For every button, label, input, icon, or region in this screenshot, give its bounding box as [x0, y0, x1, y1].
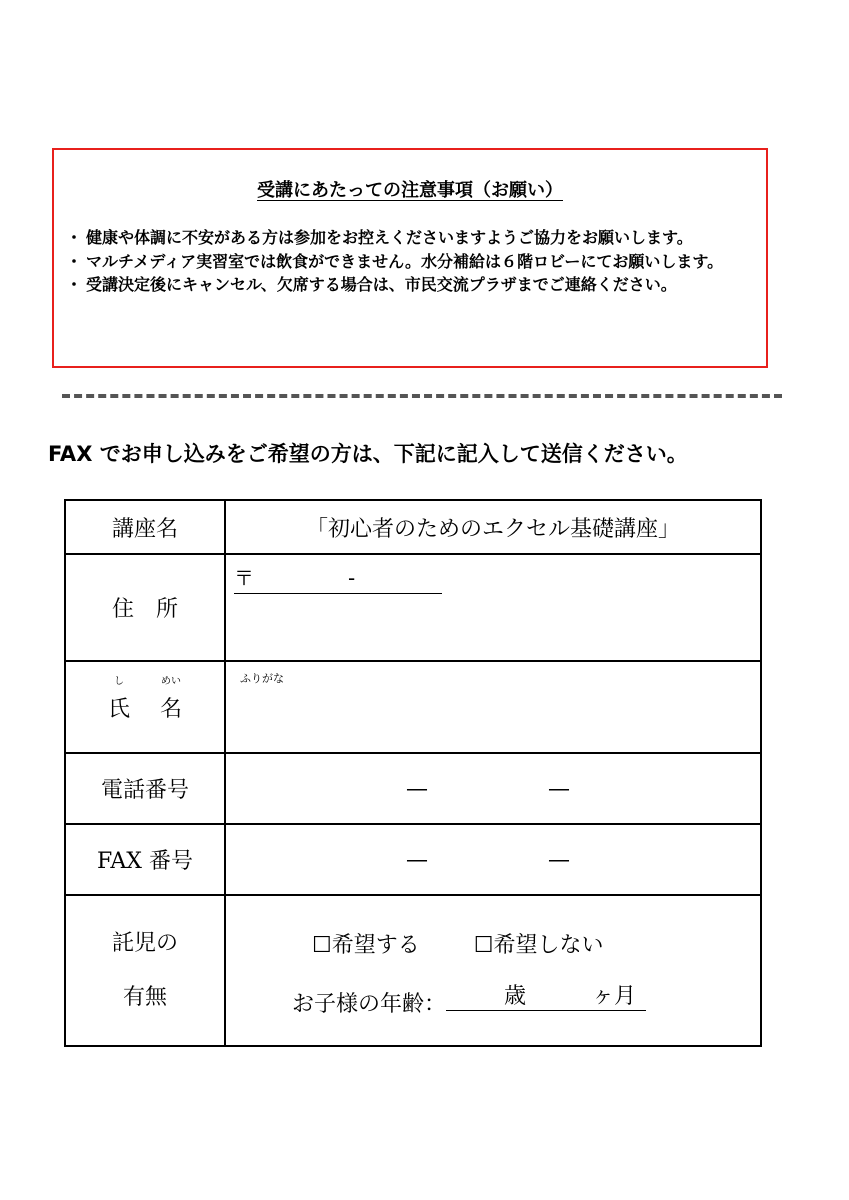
childcare-want-checkbox[interactable]: ☐希望する — [312, 933, 420, 958]
fax-instruction-heading: FAX でお申し込みをご希望の方は、下記に記入して送信ください。 — [48, 442, 688, 466]
childcare-label-line-2: 有無 — [122, 984, 167, 1010]
name-ruby-2: めい — [161, 675, 181, 687]
cut-line-divider — [62, 394, 782, 398]
notice-title: 受講にあたっての注意事項（お願い） — [257, 180, 563, 201]
age-months-unit: ヶ月 — [592, 984, 637, 1009]
postal-hyphen: - — [348, 566, 356, 590]
application-form-table — [64, 499, 762, 1047]
address-field[interactable] — [225, 554, 761, 661]
notice-list — [70, 226, 758, 297]
childcare-label-line-1: 託児の — [111, 930, 178, 956]
childcare-field — [225, 895, 761, 1046]
fax-number-label: FAX 番号 — [65, 824, 225, 895]
postal-mark-icon: 〒 — [234, 566, 254, 590]
age-years-unit: 歳 — [504, 984, 527, 1009]
postal-code-field[interactable] — [234, 565, 442, 594]
phone-label: 電話番号 — [65, 753, 225, 824]
phone-dash-2: — — [548, 776, 570, 801]
child-age-label: お子様の年齢： — [292, 992, 447, 1017]
name-label-char-2: 名 — [160, 696, 183, 722]
address-label: 住 所 — [65, 554, 225, 661]
phone-dash-1: — — [406, 776, 428, 801]
fax-number-field[interactable] — [225, 824, 761, 895]
notice-item: ・ 受講決定後にキャンセル、欠席する場合は、市民交流プラザまでご連絡ください。 — [70, 273, 758, 297]
name-ruby-1: し — [113, 675, 124, 687]
child-age-field[interactable] — [446, 982, 646, 1011]
furigana-label: ふりがな — [240, 672, 284, 685]
course-value: 「初心者のためのエクセル基礎講座」 — [225, 500, 761, 554]
name-label — [65, 661, 225, 753]
name-label-char-1: 氏 — [107, 696, 130, 722]
fax-dash-2: — — [548, 847, 570, 872]
phone-field[interactable] — [225, 753, 761, 824]
name-field[interactable] — [225, 661, 761, 753]
notice-item: ・ 健康や体調に不安がある方は参加をお控えくださいますようご協力をお願いします。 — [70, 226, 758, 250]
childcare-label — [65, 895, 225, 1046]
childcare-not-want-checkbox[interactable]: ☐希望しない — [473, 933, 604, 958]
notice-item: ・ マルチメディア実習室では飲食ができません。水分補給は６階ロビーにてお願いします。 — [70, 250, 758, 274]
notice-box — [52, 148, 768, 368]
course-label: 講座名 — [65, 500, 225, 554]
fax-dash-1: — — [406, 847, 428, 872]
